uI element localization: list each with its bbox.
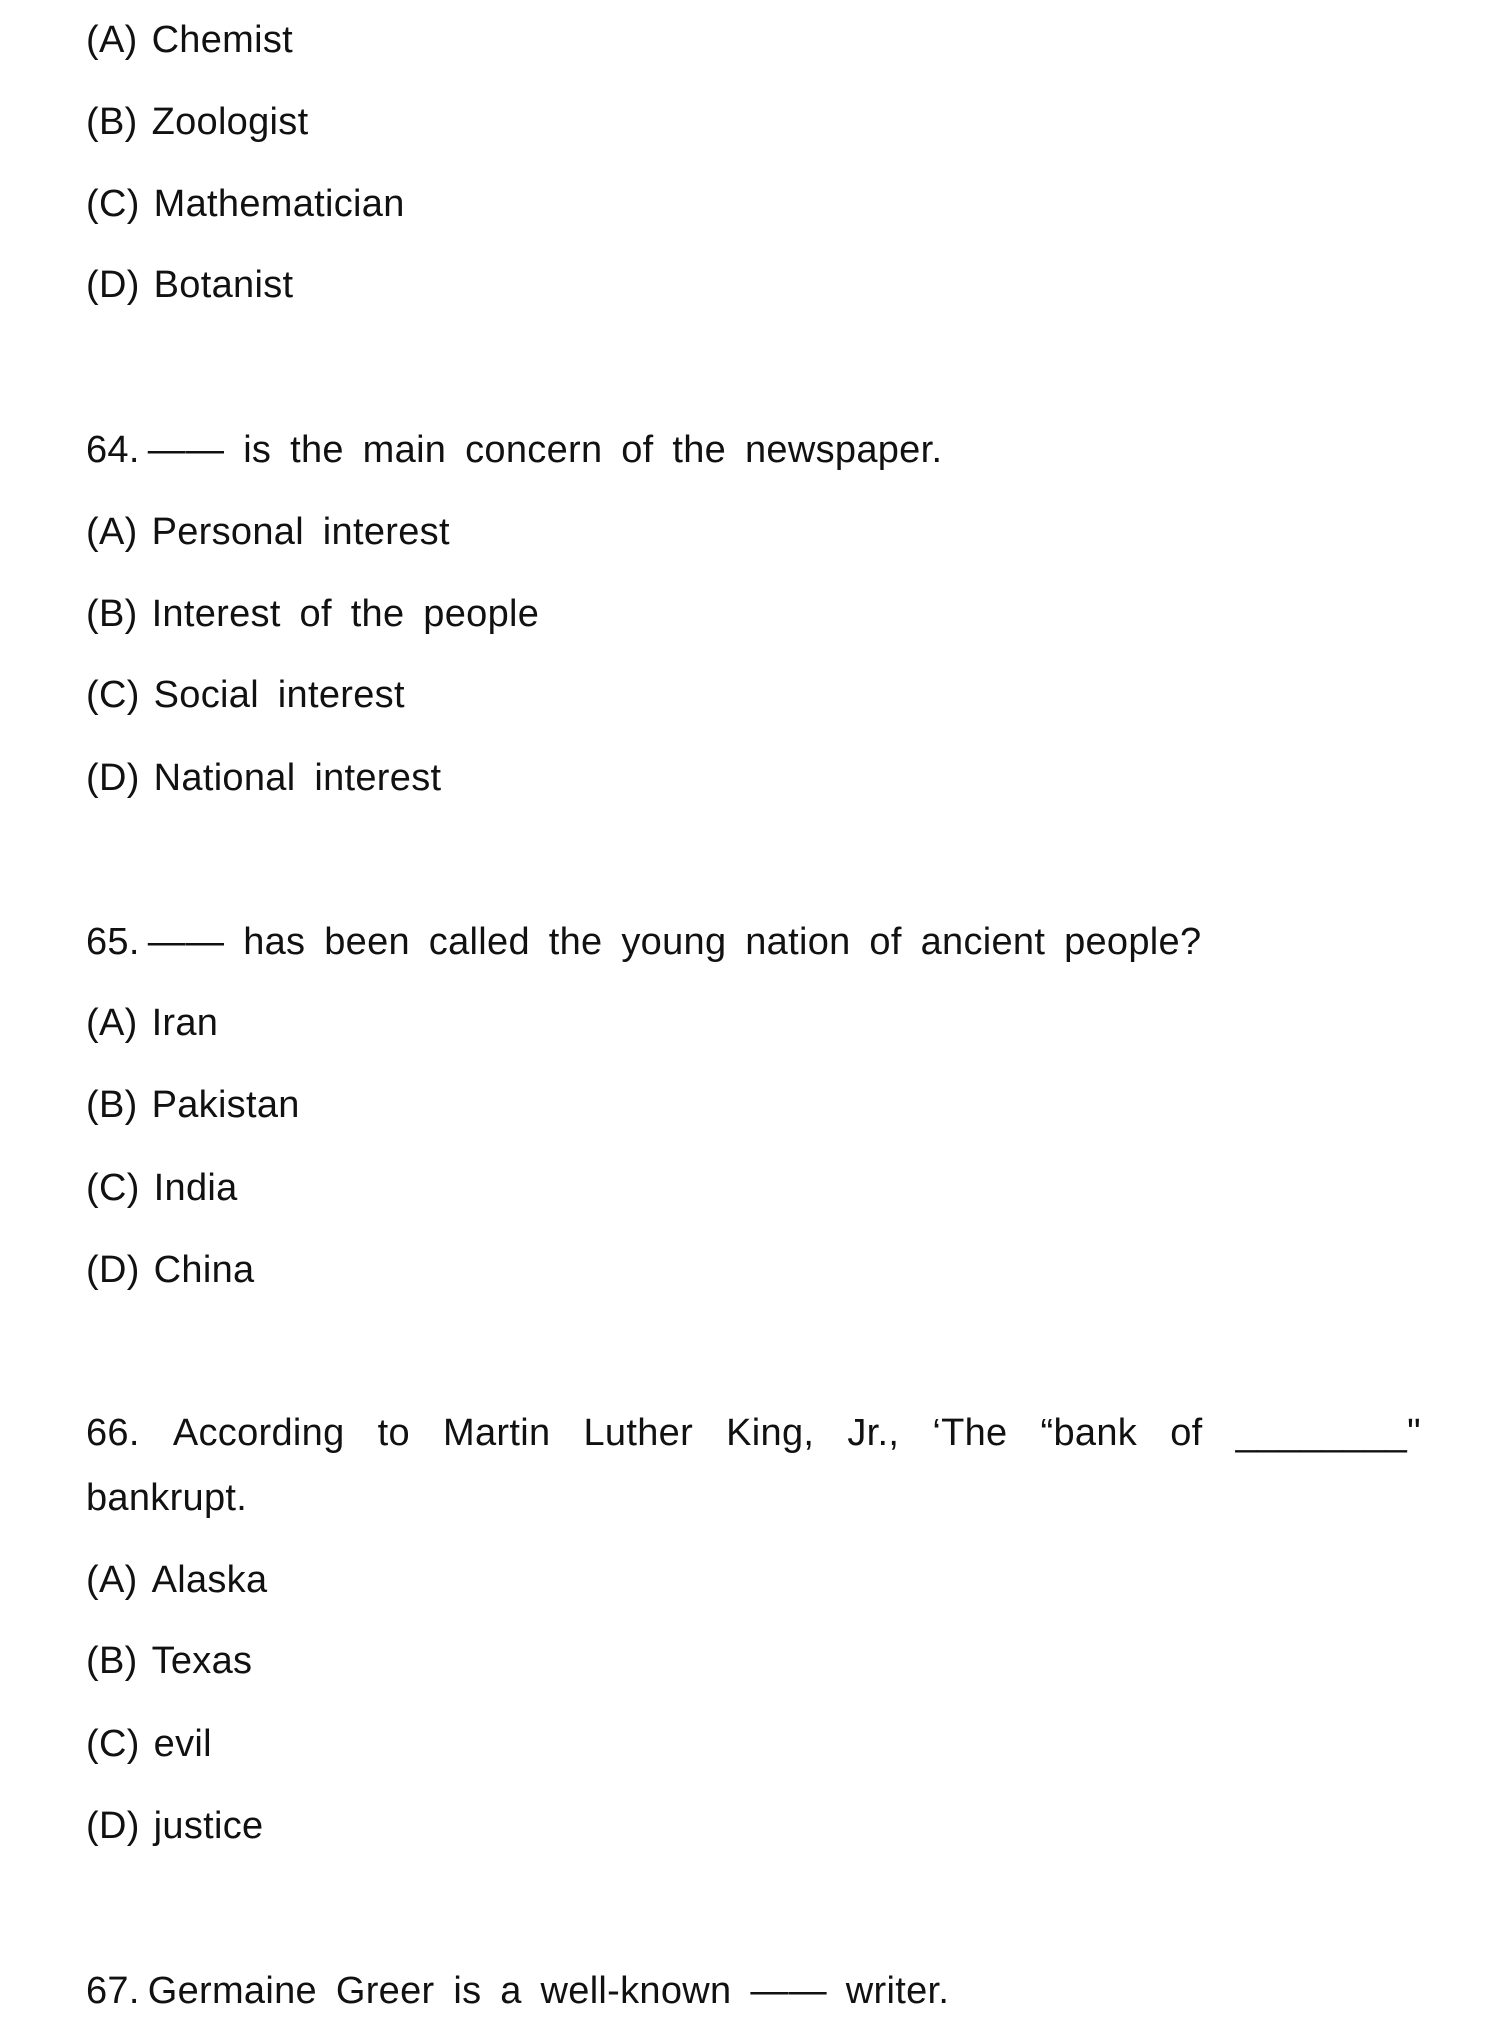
question-number: 64. [86, 429, 140, 471]
option-text: Mathematician [153, 183, 405, 225]
option-c [86, 672, 405, 718]
question-67 [86, 1968, 949, 2014]
option-label: (B) [86, 1640, 138, 1682]
option-label: (C) [86, 183, 140, 225]
question-65 [86, 919, 1201, 965]
option-text: China [153, 1249, 255, 1291]
option-a [86, 1557, 267, 1603]
option-text: Texas [151, 1640, 253, 1682]
option-a [86, 509, 450, 555]
question-text: bankrupt. [86, 1477, 248, 1519]
question-word: King, [726, 1412, 815, 1454]
option-label: (B) [86, 593, 138, 635]
option-text: Personal interest [151, 511, 450, 553]
option-text: Chemist [151, 19, 294, 61]
option-label: (D) [86, 1805, 140, 1847]
option-label: (C) [86, 674, 140, 716]
option-label: (B) [86, 1084, 138, 1126]
question-text: Germaine Greer is a well-known —— writer. [147, 1970, 950, 2012]
question-word: ‘The [932, 1412, 1008, 1454]
question-66 [86, 1410, 1421, 1456]
option-label: (C) [86, 1167, 140, 1209]
question-number: 66. [86, 1412, 140, 1454]
question-word: Martin [443, 1412, 551, 1454]
option-d [86, 755, 441, 801]
question-64 [86, 427, 942, 473]
option-text: justice [153, 1805, 264, 1847]
option-label: (A) [86, 19, 138, 61]
question-word: “bank [1040, 1412, 1138, 1454]
option-text: India [153, 1167, 238, 1209]
option-label: (D) [86, 1249, 140, 1291]
option-c [86, 1165, 238, 1211]
option-d [86, 1803, 263, 1849]
option-b [86, 1082, 300, 1128]
question-word: Jr., [847, 1412, 900, 1454]
question-number: 67. [86, 1970, 140, 2012]
question-word: to [377, 1412, 410, 1454]
question-text: —— is the main concern of the newspaper. [147, 429, 943, 471]
option-text: National interest [153, 757, 442, 799]
option-text: Interest of the people [151, 593, 540, 635]
option-text: Iran [151, 1002, 219, 1044]
option-b [86, 591, 539, 637]
option-label: (B) [86, 101, 138, 143]
option-label: (A) [86, 1559, 138, 1601]
option-text: Zoologist [151, 101, 309, 143]
question-number: 65. [86, 921, 140, 963]
option-label: (D) [86, 264, 140, 306]
question-word: According [172, 1412, 345, 1454]
option-c [86, 1721, 212, 1767]
option-b [86, 1638, 252, 1684]
option-label: (A) [86, 511, 138, 553]
question-word: of [1170, 1412, 1203, 1454]
option-label: (C) [86, 1723, 140, 1765]
option-text: Social interest [153, 674, 405, 716]
option-text: Botanist [153, 264, 294, 306]
option-d [86, 262, 293, 308]
option-label: (D) [86, 757, 140, 799]
option-text: Alaska [151, 1559, 268, 1601]
option-a [86, 17, 293, 63]
option-label: (A) [86, 1002, 138, 1044]
option-text: Pakistan [151, 1084, 300, 1126]
option-a [86, 1000, 218, 1046]
option-b [86, 99, 308, 145]
question-66-continuation [86, 1475, 247, 1521]
question-word: Luther [583, 1412, 694, 1454]
option-text: evil [153, 1723, 212, 1765]
option-c [86, 181, 405, 227]
blank: ________" [1235, 1412, 1421, 1454]
option-d [86, 1247, 254, 1293]
question-text: —— has been called the young nation of ancient people? [147, 921, 1202, 963]
